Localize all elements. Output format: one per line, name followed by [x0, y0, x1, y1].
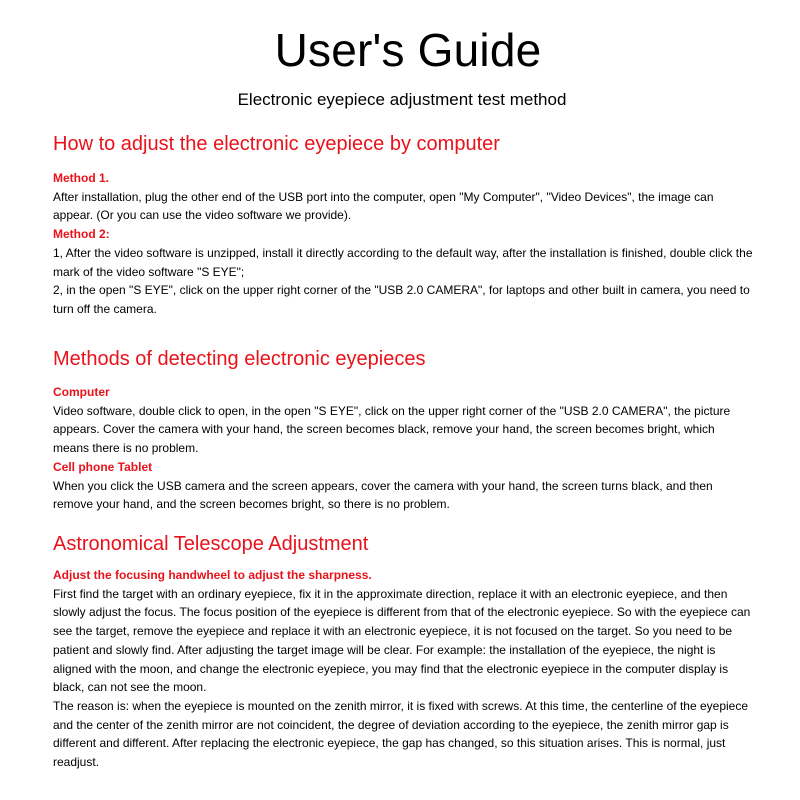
- section-detecting-eyepieces: [53, 346, 753, 514]
- method-2-step-2: 2, in the open "S EYE", click on the upper right corner of the "USB 2.0 CAMERA", for laptops and other built in camera, you need to turn off the camera.: [53, 283, 750, 316]
- computer-heading: Computer: [53, 385, 110, 399]
- method-2-heading: Method 2:: [53, 227, 110, 242]
- telescope-block: [53, 566, 753, 772]
- section-adjust-by-computer: [53, 131, 753, 319]
- method-1-heading: Method 1.: [53, 171, 109, 185]
- method-2-step-1: 1, After the video software is unzipped, install it directly according to the default way, after the installation is finished, double click the mark of the video software "S EYE";: [53, 245, 753, 279]
- focusing-text: First find the target with an ordinary eyepiece, fix it in the approximate direction, replace it with an electronic eyepiece, and then slowly adjust the focus. The focus position of the eyepiece is different from that of the electronic eyepiece. So with the eyepiece can see the target, remove the eyepiece and replace it with an electronic eyepiece, it is not focused on the target. So you need to be patient and slowly find. After adjusting the target image will be clear. For example: the installation of the eyepiece, the night is aligned with the moon, and change the electronic eyepiece, you may find that the electronic eyepiece in the computer display is black, can not see the moon.: [53, 586, 751, 695]
- page-title: User's Guide: [274, 24, 542, 76]
- section-heading: Methods of detecting electronic eyepieces: [53, 348, 426, 370]
- method-1-block: [53, 169, 753, 319]
- section-heading: Astronomical Telescope Adjustment: [53, 533, 369, 555]
- reason-text: The reason is: when the eyepiece is mounted on the zenith mirror, it is fixed with screws. At this time, the centerline of the eyepiece and the center of the zenith mirror are not coincident, the degree of deviation according to the eyepiece, the zenith mirror gap is different and different. After replacing the electronic eyepiece, the gap has changed, so this situation arises. This is normal, just readjust.: [53, 698, 749, 770]
- focusing-heading: Adjust the focusing handwheel to adjust the sharpness.: [53, 568, 372, 582]
- cell-phone-tablet-text: When you click the USB camera and the screen appears, cover the camera with your hand, the screen turns black, and then remove your hand, and the screen becomes bright, so there is no problem.: [53, 478, 713, 512]
- cell-phone-tablet-heading: Cell phone Tablet: [53, 459, 153, 474]
- method-1-text: After installation, plug the other end of the USB port into the computer, open "My Computer", "Video Devices", the image can appear. (Or you can use the video software we provide).: [53, 189, 714, 223]
- section-heading: How to adjust the electronic eyepiece by computer: [53, 133, 500, 155]
- detecting-block: [53, 383, 753, 514]
- computer-text: Video software, double click to open, in the open "S EYE", click on the upper right corner of the "USB 2.0 CAMERA", the picture appears. Cover the camera with your hand, the screen becomes black, remove your hand, the screen becomes bright, which means there is no problem.: [53, 403, 731, 456]
- section-telescope-adjustment: [53, 531, 753, 772]
- page-subtitle: Electronic eyepiece adjustment test method: [237, 90, 567, 109]
